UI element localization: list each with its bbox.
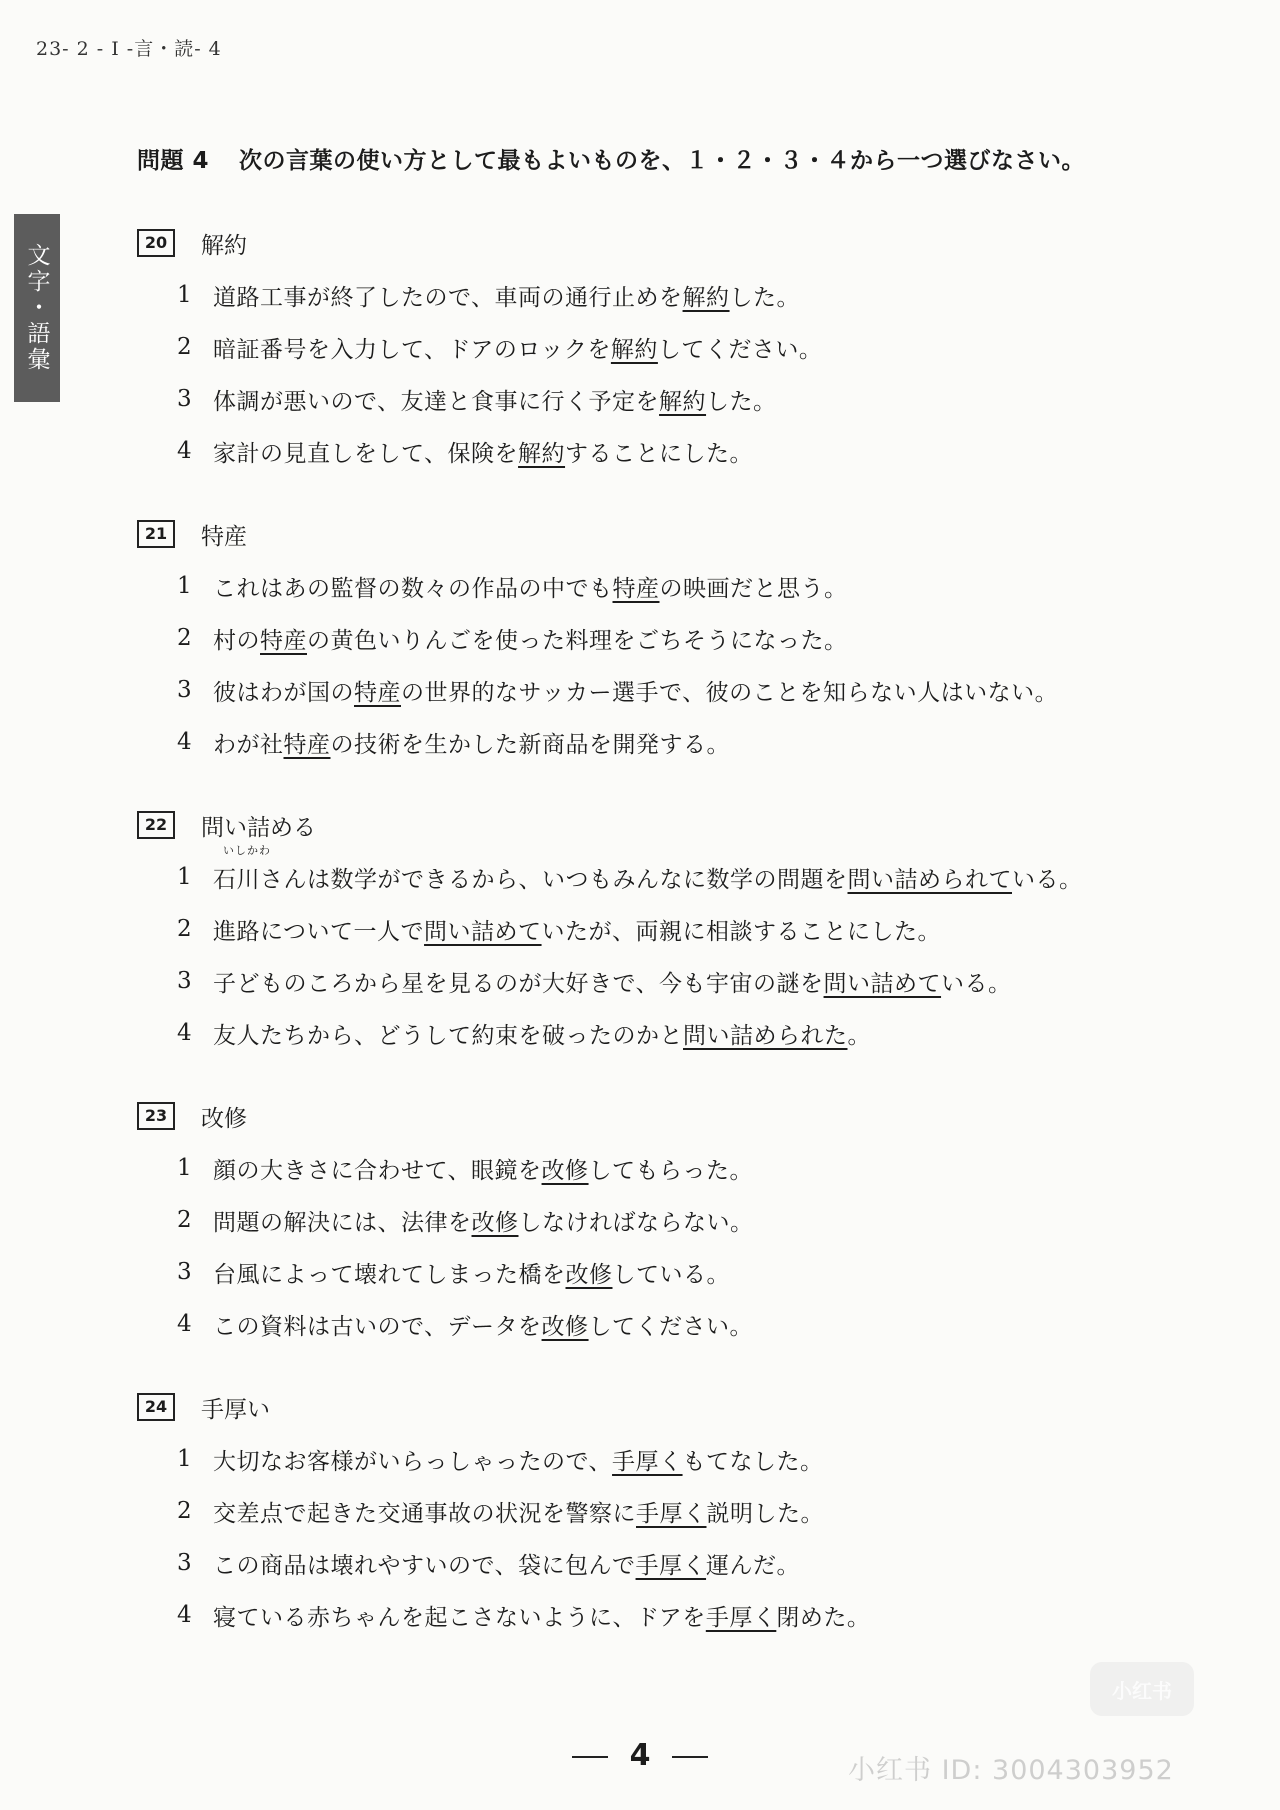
option-3[interactable]	[137, 1257, 1197, 1287]
option-text-pre: この資料は古いので、データを	[213, 1313, 542, 1340]
option-text-pre: 寝ている赤ちゃんを起こさないように、ドアを	[213, 1604, 706, 1631]
option-text-post: してもらった。	[588, 1157, 754, 1184]
question-24	[137, 1392, 1197, 1630]
option-text-post: いる。	[1012, 866, 1083, 893]
dash-right	[672, 1756, 708, 1758]
option-text-pre: 家計の見直しをして、保険を	[213, 440, 519, 467]
option-text-post: してください。	[657, 336, 823, 363]
option-4[interactable]	[137, 1018, 1197, 1048]
option-number: 1	[177, 1155, 192, 1181]
option-text-post: もてなした。	[682, 1448, 824, 1475]
option-number: 4	[177, 1602, 192, 1628]
option-text-post: の黄色いりんごを使った料理をごちそうになった。	[307, 627, 848, 654]
option-text-post: している。	[612, 1261, 730, 1288]
option-text-post: 閉めた。	[776, 1604, 871, 1631]
underlined-word: 改修	[471, 1209, 519, 1236]
question-word: 手厚い	[201, 1396, 270, 1423]
option-text-pre: 彼はわが国の	[213, 679, 354, 706]
section-heading	[137, 142, 1085, 175]
question-number-box: 20	[137, 229, 175, 257]
option-4[interactable]	[137, 727, 1197, 757]
option-text-post: した。	[729, 284, 801, 311]
option-text-pre: 暗証番号を入力して、ドアのロックを	[213, 336, 611, 363]
problem-number: 問題 4	[137, 148, 210, 174]
dash-left	[572, 1756, 608, 1758]
option-text-pre: わが社	[213, 731, 284, 758]
underlined-word: 解約	[610, 336, 658, 363]
option-text-pre: 大切なお客様がいらっしゃったので、	[213, 1448, 613, 1475]
option-3[interactable]	[137, 966, 1197, 996]
option-2[interactable]	[137, 332, 1197, 362]
page-code: 23- 2 - I -言・読- 4	[36, 38, 222, 60]
watermark-text: 小红书 ID: 3004303952	[848, 1755, 1174, 1786]
option-number: 3	[177, 386, 192, 412]
option-number: 3	[177, 1259, 192, 1285]
option-text-pre: 村の	[213, 627, 260, 654]
option-text-pre: 交差点で起きた交通事故の状況を警察に	[213, 1500, 636, 1527]
option-text-post: いる。	[941, 970, 1012, 997]
option-text-post: してください。	[588, 1313, 754, 1340]
underlined-word: 手厚く	[635, 1552, 707, 1579]
option-text-pre: 顔の大きさに合わせて、眼鏡を	[213, 1157, 542, 1184]
underlined-word: 問い詰めて	[424, 918, 542, 945]
question-number-box: 23	[137, 1102, 175, 1130]
option-4[interactable]	[137, 436, 1197, 466]
option-1[interactable]	[137, 280, 1197, 310]
underlined-word: 特産	[283, 731, 331, 758]
underlined-word: 特産	[260, 627, 307, 654]
option-3[interactable]	[137, 1548, 1197, 1578]
option-text-post: した。	[706, 388, 777, 415]
option-number: 1	[177, 1446, 192, 1472]
option-number: 1	[177, 282, 192, 308]
option-text-pre: 台風によって壊れてしまった橋を	[213, 1261, 566, 1288]
option-number: 1	[177, 864, 192, 890]
option-text-pre: この商品は壊れやすいので、袋に包んで	[213, 1552, 636, 1579]
section-side-tab	[14, 214, 60, 402]
option-number: 4	[177, 1020, 192, 1046]
option-number: 3	[177, 968, 192, 994]
option-number: 3	[177, 677, 192, 703]
underlined-word: 手厚く	[705, 1604, 777, 1631]
option-2[interactable]	[137, 1496, 1197, 1526]
question-word: 解約	[201, 232, 247, 259]
option-text-pre: 進路について一人で	[213, 918, 425, 945]
option-text-post: 説明した。	[706, 1500, 824, 1527]
option-text-post: の世界的なサッカー選手で、彼のことを知らない人はいない。	[401, 679, 1059, 706]
option-text-pre: 体調が悪いので、友達と食事に行く予定を	[213, 388, 660, 415]
side-tab-label: 文字・語彙	[23, 243, 50, 373]
option-4[interactable]	[137, 1309, 1197, 1339]
option-number: 2	[177, 1207, 192, 1233]
page-number-value: 4	[629, 1738, 651, 1773]
underlined-word: 改修	[541, 1157, 589, 1184]
option-number: 4	[177, 1311, 192, 1337]
question-word: 改修	[201, 1105, 247, 1132]
underlined-word: 改修	[565, 1261, 613, 1288]
question-number-box: 22	[137, 811, 175, 839]
option-number: 2	[177, 625, 192, 651]
underlined-word: 問い詰められて	[847, 866, 1012, 893]
underlined-word: 解約	[682, 284, 730, 311]
option-text-pre: 問題の解決には、法律を	[213, 1209, 472, 1236]
question-number-box: 21	[137, 520, 175, 548]
option-text-pre: これはあの監督の数々の作品の中でも	[213, 575, 613, 602]
option-3[interactable]	[137, 384, 1197, 414]
option-4[interactable]	[137, 1600, 1197, 1630]
question-21	[137, 519, 1197, 757]
underlined-word: 手厚く	[636, 1500, 707, 1527]
option-text-pre: 道路工事が終了したので、車両の通行止めを	[213, 284, 683, 311]
option-text-pre: 友人たちから、どうして約束を破ったのかと	[213, 1022, 683, 1049]
option-number: 4	[177, 729, 192, 755]
underlined-word: 解約	[659, 388, 707, 415]
option-number: 2	[177, 334, 192, 360]
option-2[interactable]	[137, 623, 1197, 653]
question-word: 問い詰める	[201, 814, 316, 841]
option-1[interactable]	[137, 844, 1197, 893]
furigana: いしかわ	[223, 844, 271, 857]
option-text-post: の映画だと思う。	[659, 575, 848, 602]
option-3[interactable]	[137, 675, 1197, 705]
option-text-post: しなければならない。	[518, 1209, 754, 1236]
option-number: 1	[177, 573, 192, 599]
watermark-logo: 小红书	[1090, 1662, 1194, 1716]
problem-instruction: 次の言葉の使い方として最もよいものを、１・２・３・４から一つ選びなさい。	[239, 148, 1086, 174]
option-2[interactable]	[137, 914, 1197, 944]
underlined-word: 手厚く	[612, 1448, 683, 1475]
underlined-word: 解約	[518, 440, 566, 467]
underlined-word: 問い詰められた	[683, 1022, 848, 1049]
option-number: 4	[177, 438, 192, 464]
option-text-post: 。	[847, 1022, 871, 1049]
underlined-word: 特産	[354, 679, 401, 706]
option-2[interactable]	[137, 1205, 1197, 1235]
option-1[interactable]	[137, 571, 1197, 601]
question-number-box: 24	[137, 1393, 175, 1421]
question-word: 特産	[201, 523, 247, 550]
option-1[interactable]	[137, 1153, 1197, 1183]
option-text-post: の技術を生かした新商品を開発する。	[330, 731, 730, 758]
option-number: 3	[177, 1550, 192, 1576]
option-text-pre: 子どものころから星を見るのが大好きで、今も宇宙の謎を	[213, 970, 824, 997]
question-23	[137, 1101, 1197, 1339]
underlined-word: 改修	[541, 1313, 589, 1340]
question-20	[137, 228, 1197, 466]
underlined-word: 問い詰めて	[823, 970, 942, 997]
option-text-pre: 石川さんは数学ができるから、いつもみんなに数学の問題を	[213, 866, 848, 893]
option-1[interactable]	[137, 1444, 1197, 1474]
option-text-post: 運んだ。	[706, 1552, 801, 1579]
question-22	[137, 810, 1197, 1048]
option-text-post: することにした。	[565, 440, 754, 467]
option-number: 2	[177, 916, 192, 942]
option-number: 2	[177, 1498, 192, 1524]
option-text-post: いたが、両親に相談することにした。	[541, 918, 942, 945]
underlined-word: 特産	[612, 575, 660, 602]
